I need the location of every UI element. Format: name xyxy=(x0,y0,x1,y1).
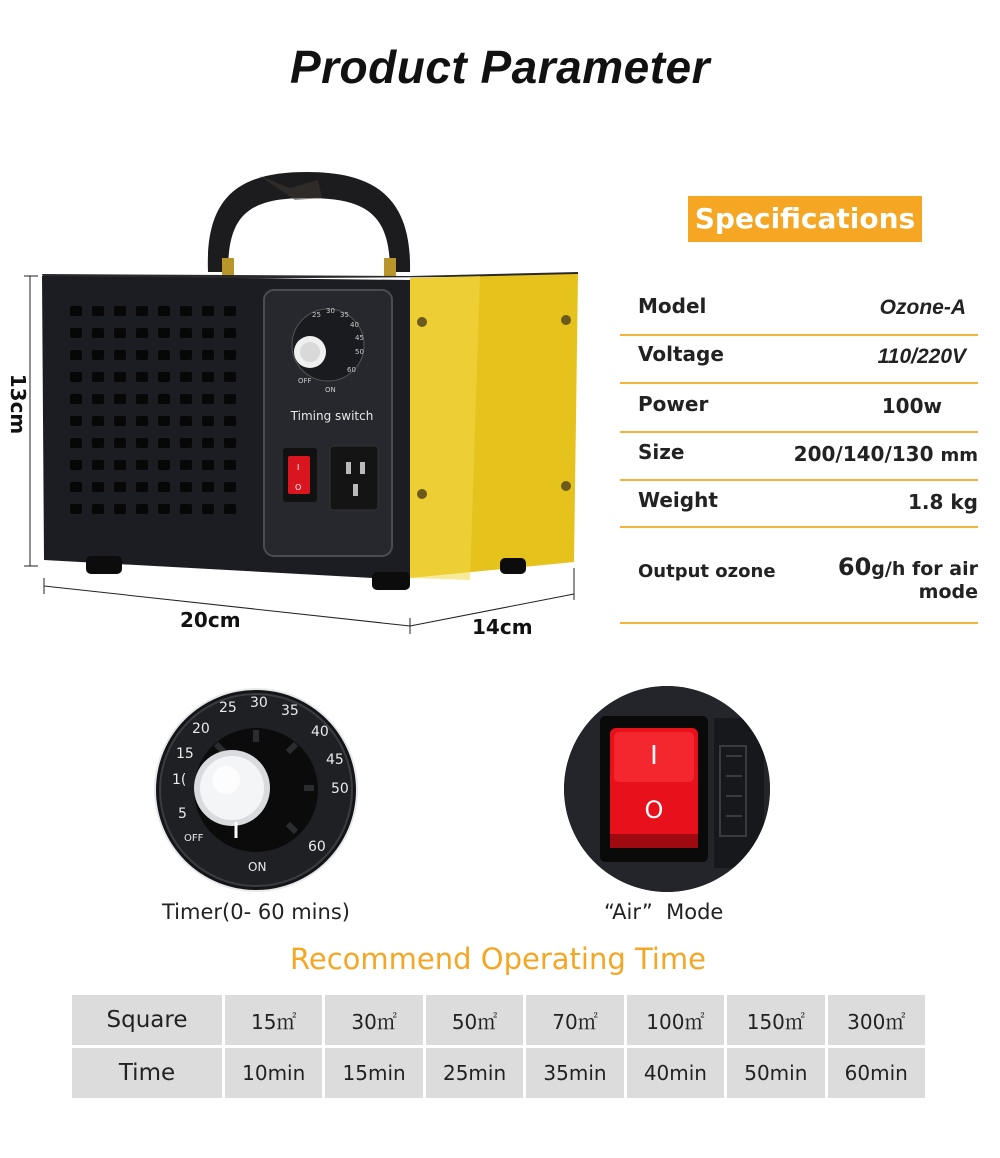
height-dimension-label: 13cm xyxy=(6,373,30,435)
svg-text:40: 40 xyxy=(350,321,359,329)
spec-label: Size xyxy=(638,440,685,464)
table-cell: 100㎡ xyxy=(627,995,724,1045)
switch-on-symbol: I xyxy=(650,741,658,771)
specifications-badge: Specifications xyxy=(688,196,922,242)
dial-number: 20 xyxy=(192,721,210,737)
dial-number: 45 xyxy=(326,752,344,768)
table-row xyxy=(72,1048,925,1098)
spec-value: Ozone-A xyxy=(879,296,966,319)
svg-text:O: O xyxy=(295,483,302,492)
svg-text:I: I xyxy=(297,463,300,472)
spec-row-model xyxy=(620,286,978,336)
dial-number: 5 xyxy=(178,806,187,822)
spec-value: 110/220V xyxy=(877,345,966,368)
dial-off-label: OFF xyxy=(184,833,204,844)
switch-off-symbol: O xyxy=(644,796,664,824)
svg-text:45: 45 xyxy=(355,334,364,342)
spec-label: Output ozone xyxy=(638,561,776,582)
size-value: 200/140/130 xyxy=(793,442,934,466)
dial-on-label: ON xyxy=(248,860,267,874)
spec-row-power xyxy=(620,384,978,433)
svg-text:30: 30 xyxy=(326,307,335,315)
spec-label: Power xyxy=(638,392,709,416)
svg-text:25: 25 xyxy=(312,311,321,319)
dial-number: 60 xyxy=(308,839,326,855)
row-header: Time xyxy=(72,1048,222,1098)
spec-label: Model xyxy=(638,294,707,318)
svg-text:ON: ON xyxy=(325,386,336,394)
table-row xyxy=(72,995,925,1045)
svg-text:60: 60 xyxy=(347,366,356,374)
svg-text:50: 50 xyxy=(355,348,364,356)
table-cell: 15㎡ xyxy=(225,995,322,1045)
switch-closeup xyxy=(564,686,770,892)
operating-time-table xyxy=(69,992,928,1101)
width-dimension-label: 20cm xyxy=(180,608,241,632)
row-header: Square xyxy=(72,995,222,1045)
ozone-number: 60 xyxy=(837,553,872,581)
dial-number: 1( xyxy=(172,772,187,788)
timing-switch-label: Timing switch xyxy=(290,409,374,423)
svg-text:OFF: OFF xyxy=(298,377,312,385)
table-cell: 15min xyxy=(325,1048,422,1098)
table-cell: 300㎡ xyxy=(828,995,925,1045)
page-title: Product Parameter xyxy=(289,41,711,93)
recommend-title: Recommend Operating Time xyxy=(290,942,706,976)
dial-number: 30 xyxy=(250,695,268,711)
dial-number: 15 xyxy=(176,746,194,762)
dial-number: 25 xyxy=(219,700,237,716)
table-cell: 35min xyxy=(526,1048,623,1098)
table-cell: 150㎡ xyxy=(727,995,824,1045)
ozone-unit-line2: mode xyxy=(918,581,978,603)
spec-value: 1.8 kg xyxy=(907,490,978,514)
size-unit: mm xyxy=(940,445,978,466)
table-cell: 60min xyxy=(828,1048,925,1098)
spec-row-voltage xyxy=(620,335,978,384)
spec-row-weight xyxy=(620,480,978,528)
timer-closeup xyxy=(154,688,358,892)
table-cell: 40min xyxy=(627,1048,724,1098)
spec-value xyxy=(837,553,978,603)
spec-value: 100w xyxy=(881,394,942,418)
product-image xyxy=(0,160,610,650)
dial-number: 35 xyxy=(281,703,299,719)
table-cell: 70㎡ xyxy=(526,995,623,1045)
switch-caption: “Air” Mode xyxy=(604,900,724,924)
table-cell: 10min xyxy=(225,1048,322,1098)
ozone-unit-line1: g/h for air xyxy=(871,558,978,580)
table-cell: 50㎡ xyxy=(426,995,523,1045)
svg-text:35: 35 xyxy=(340,311,349,319)
dial-number: 50 xyxy=(331,781,349,797)
dial-number: 40 xyxy=(311,724,329,740)
table-cell: 50min xyxy=(727,1048,824,1098)
timer-caption: Timer(0- 60 mins) xyxy=(162,900,350,924)
spec-label: Weight xyxy=(638,488,718,512)
table-cell: 30㎡ xyxy=(325,995,422,1045)
spec-value xyxy=(794,442,978,466)
spec-row-output-ozone xyxy=(620,528,978,624)
spec-row-size xyxy=(620,432,978,481)
table-cell: 25min xyxy=(426,1048,523,1098)
spec-label: Voltage xyxy=(638,342,724,366)
depth-dimension-label: 14cm xyxy=(472,615,533,639)
